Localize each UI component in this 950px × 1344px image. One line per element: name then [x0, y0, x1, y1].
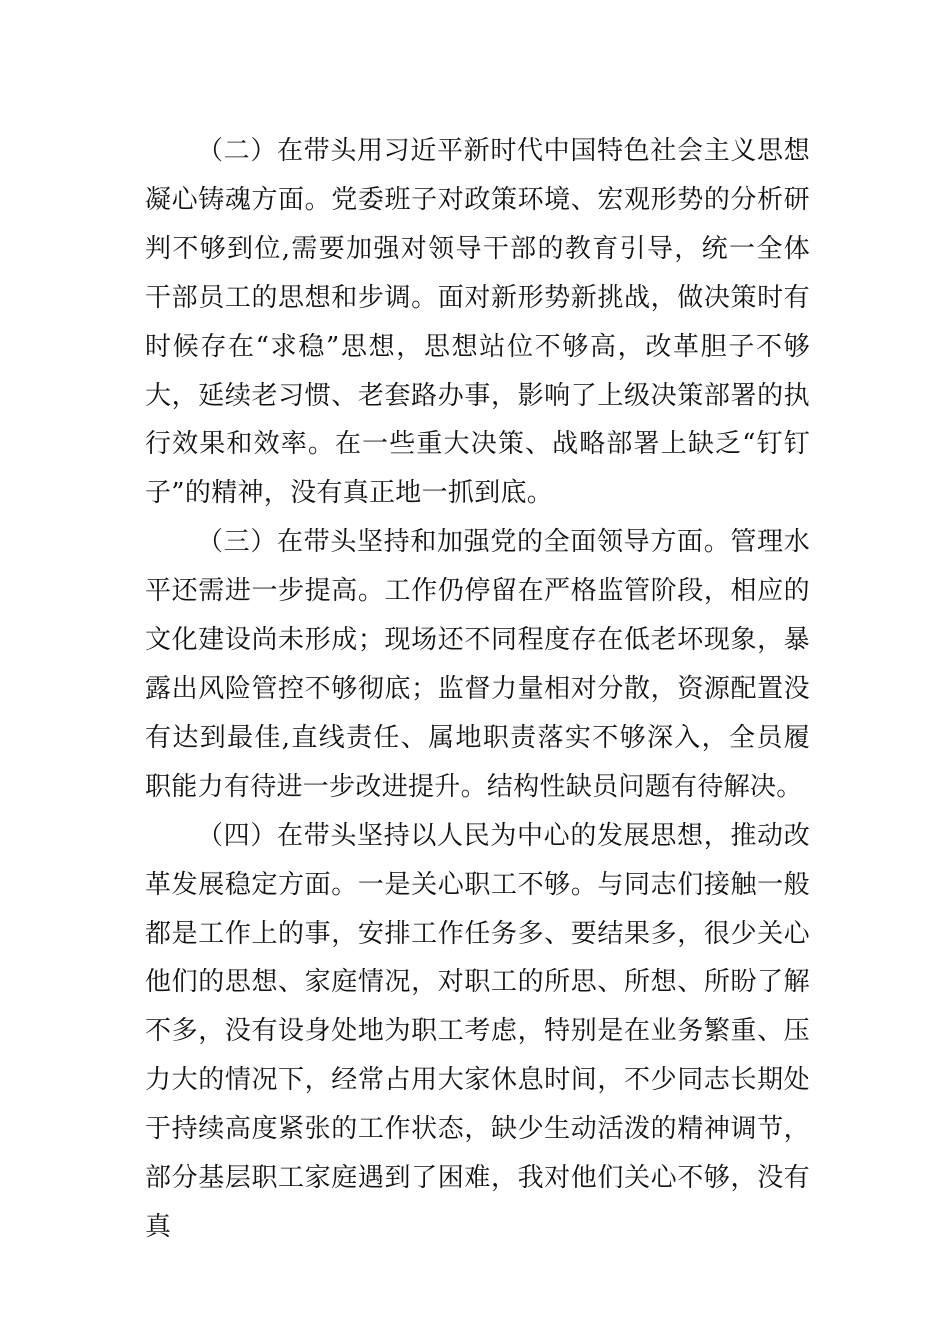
paragraph-section-3: （三）在带头坚持和加强党的全面领导方面。管理水平还需进一步提高。工作仍停留在严格监管阶段，相应的文化建设尚未形成；现场还不同程度存在低老坏现象，暴露出风险管控不够彻底；监督力量相对分散，资源配置没有达到最佳,直线责任、属地职责落实不够深入，全员履职能力有待进一步改进提升。结构性缺员问题有待解决。: [145, 527, 810, 802]
document-body: [145, 127, 810, 1252]
paragraph-section-4: （四）在带头坚持以人民为中心的发展思想，推动改革发展稳定方面。一是关心职工不够。与同志们接触一般都是工作上的事，安排工作任务多、要结果多，很少关心他们的思想、家庭情况，对职工的所思、所想、所盼了解不多，没有设身处地为职工考虑，特别是在业务繁重、压力大的情况下，经常占用大家休息时间，不少同志长期处于持续高度紧张的工作状态，缺少生动活泼的精神调节，部分基层职工家庭遇到了困难，我对他们关心不够，没有真: [145, 820, 810, 1242]
paragraph-section-2: （二）在带头用习近平新时代中国特色社会主义思想凝心铸魂方面。党委班子对政策环境、宏观形势的分析研判不够到位,需要加强对领导干部的教育引导，统一全体干部员工的思想和步调。面对新形势新挑战，做决策时有时候存在“求稳”思想，思想站位不够高，改革胆子不够大，延续老习惯、老套路办事，影响了上级决策部署的执行效果和效率。在一些重大决策、战略部署上缺乏“钉钉子”的精神，没有真正地一抓到底。: [145, 136, 810, 509]
